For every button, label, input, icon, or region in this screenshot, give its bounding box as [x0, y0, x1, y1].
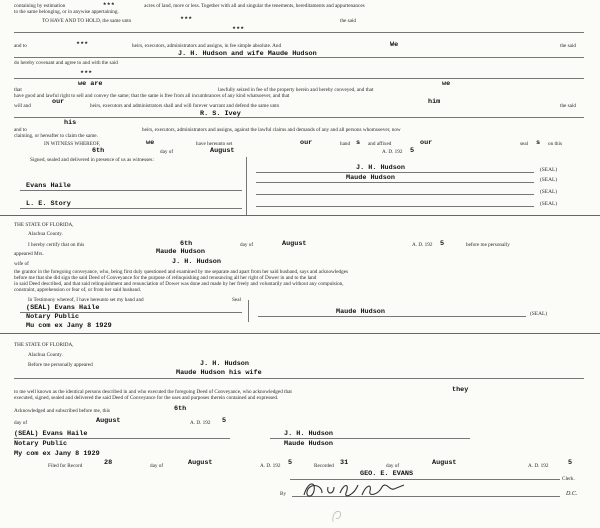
sub-day: 6th [174, 405, 187, 413]
habendum-line: TO HAVE AND TO HOLD, the same unto [42, 18, 132, 24]
section-rule [0, 215, 600, 216]
signed-sealed-line: Signed, sealed and delivered in presence of us as witnesses: [30, 157, 154, 163]
witness-hand: hand [340, 141, 351, 147]
ack1-body-2: before me that she did sign the said Deed of Conveyance for the purpose of relinquishing and renouncing all her right of Dower in and to the land [14, 275, 317, 281]
ack2-signer-2: Maude Hudson [284, 440, 333, 448]
habendum-stars-2: *** [232, 26, 245, 34]
rule [20, 208, 242, 209]
that-text: lawfully seized in fee of the property herein and hereby conveyed, and that [218, 87, 374, 93]
section-rule [0, 333, 600, 334]
rule [256, 182, 534, 183]
sub-day-of: day of [14, 420, 28, 426]
husband-name: J. H. Hudson [172, 258, 221, 266]
seal-label: (SEAL) [540, 189, 558, 195]
certify-month: August [282, 240, 307, 248]
certify-day-of: day of [240, 242, 254, 248]
deed-day-of: day of [160, 149, 174, 155]
county-1: Alachua County. [28, 231, 63, 237]
witness-on-this: on this [548, 141, 562, 147]
deed-ad: A. D. 192 [382, 149, 403, 155]
covenant-stars: *** [80, 70, 93, 78]
certify-before: before me personally [466, 242, 510, 248]
and-to-text: heirs, executors, administrators and assigns, against the lawful claims and demands of any and all persons whomsoever, now [142, 127, 401, 133]
commission-2: My com ex Jany 8 1929 [14, 450, 100, 458]
witness-s: s [356, 139, 361, 147]
witness-our: our [300, 139, 313, 147]
witness-s-2: s [536, 139, 541, 147]
divider [248, 300, 249, 322]
will-him: him [428, 98, 441, 106]
divider [246, 157, 247, 215]
clerk-name: GEO. E. EVANS [360, 470, 414, 478]
filed-month: August [188, 459, 213, 467]
known-line: to me well known as the identical persons described in and who executed the foregoing Deed of Conveyance, who acknowledged that [14, 389, 292, 395]
notary-public-2: Notary Public [14, 440, 68, 448]
claiming-line: claiming, or hereafter to claim the same. [14, 133, 98, 139]
state-heading-2: THE STATE OF FLORIDA, [14, 342, 74, 348]
his-word: his [64, 119, 77, 127]
habendum-the-said: the said [340, 18, 356, 24]
ack1-body-1: the grantor in the foregoing conveyance, who, being first duly questioned and examined by me separate and apart from her said husband, says and acknowledges [14, 269, 349, 275]
recorded-label: Recorded [314, 463, 334, 469]
grantors-names: J. H. Hudson and wife Maude Hudson [178, 50, 317, 58]
appeared-mrs: appeared Mrs. [14, 251, 44, 257]
rec-month: August [432, 459, 457, 467]
heirs-the-said: the said [560, 43, 576, 49]
witness-we: we [146, 139, 155, 147]
witness-set: have hereunto set [196, 141, 233, 147]
certify-line: I hereby certify that on this [28, 242, 85, 248]
covenant-line: do hereby covenant and agree to and with the said [14, 60, 118, 66]
and-to: and to [14, 127, 27, 133]
deed-year: 5 [410, 147, 415, 155]
rule [14, 378, 584, 379]
rec-year: 5 [568, 459, 573, 467]
notary-seal-2: (SEAL) Evans Haile [14, 430, 88, 438]
notary-public-1: Notary Public [26, 313, 80, 321]
rec-day: 31 [340, 459, 349, 467]
estimation-line: containing by estimation *** acres of land, more or less. Together with all and singular the tenements, hereditaments and appurtenances [14, 2, 365, 10]
will-and: will and [14, 103, 31, 109]
rule [256, 172, 534, 173]
filed-year: 5 [288, 459, 293, 467]
rule [256, 194, 534, 195]
testimony-line: In Testimony whereof, I have hereunto set my hand and [28, 297, 144, 303]
witness-signature-1: Evans Haile [26, 182, 71, 190]
rule [270, 438, 470, 439]
grantor-signature-1: J. H. Hudson [356, 164, 405, 172]
dc-label: D.C. [566, 491, 578, 497]
rule [14, 117, 584, 118]
rule [20, 312, 242, 313]
that-label: that [14, 87, 22, 93]
rule [14, 438, 230, 439]
clerk-label: Clerk. [562, 476, 575, 482]
wife-of: wife of [14, 261, 29, 267]
rec-day-of: day of [386, 463, 400, 469]
habendum-stars: *** [180, 16, 193, 24]
certify-year: 5 [440, 240, 445, 248]
witness-affixed: and affixed [368, 141, 392, 147]
that-we: we [442, 80, 451, 88]
scribble-mark [330, 508, 344, 524]
rule [14, 57, 584, 58]
ack1-body-4: constraint, apprehension or fear of, or from her said husband. [14, 287, 142, 293]
will-text: heirs, executors and administrators shall and will forever warrant and defend the same unto [90, 103, 280, 109]
filed-label: Filed for Record [48, 463, 83, 469]
filed-day-of: day of [150, 463, 164, 469]
ack1-signer: Maude Hudson [336, 308, 385, 316]
sub-year: 5 [222, 417, 227, 425]
rule [20, 190, 242, 191]
filed-ad: A. D. 192 [260, 463, 281, 469]
certify-day: 6th [180, 240, 193, 248]
rule [14, 78, 584, 79]
witness-line: IN WITNESS WHEREOF, [44, 141, 101, 147]
filed-day: 28 [104, 459, 113, 467]
appertaining-line: to the same belonging, or in anywise appertaining. [14, 9, 119, 15]
heirs-and-to: and to [14, 43, 27, 49]
state-heading-1: THE STATE OF FLORIDA, [14, 222, 74, 228]
known-line-2: executed, signed, sealed and delivered the said Deed of Conveyance for the uses and purposes therein contained and expressed. [14, 395, 279, 401]
known-they: they [452, 386, 469, 394]
rule [14, 32, 584, 33]
seal-label: (SEAL) [540, 167, 558, 173]
ack2-name-2: Maude Hudson his wife [176, 369, 262, 377]
subscribed-line: Acknowledged and subscribed before me, this [14, 408, 110, 414]
certify-ad: A. D. 192 [412, 242, 433, 248]
by-label: By [280, 491, 287, 497]
seal-label: (SEAL) [530, 311, 548, 317]
ack1-body-3: in said Deed described, and that said relinquishment and renunciation of Dower was done and made by her freely and voluntarily and without any compulsion, [14, 281, 344, 287]
sub-ad: A. D. 192 [190, 420, 211, 426]
sub-month: August [96, 417, 121, 425]
heirs-stars: *** [76, 41, 89, 49]
testimony-seal: Seal [232, 297, 241, 303]
wife-name: Maude Hudson [156, 248, 205, 256]
heirs-we: We [390, 41, 399, 49]
that-we-are: we are [78, 80, 103, 88]
ack2-name-1: J. H. Hudson [200, 360, 249, 368]
will-the-said: the said [560, 103, 576, 109]
grantee-name: R. S. Ivey [200, 110, 241, 118]
commission-1: Mu com ex Jany 8 1929 [26, 322, 112, 330]
will-our: our [52, 98, 65, 106]
deputy-clerk-signature [300, 477, 410, 501]
notary-seal-1: (SEAL) Evans Haile [26, 304, 100, 312]
deed-month: August [210, 147, 235, 155]
stars: *** [102, 2, 115, 10]
witness-seal: seal [520, 141, 529, 147]
seal-label: (SEAL) [540, 201, 558, 207]
seal-label: (SEAL) [540, 177, 558, 183]
rule [258, 316, 526, 317]
good-right-line: have good and lawful right to sell and convey the same; that the same is free from all incumbrances of any kind whatsoever, and that [14, 93, 290, 99]
deed-day: 6th [92, 147, 105, 155]
ack2-signer-1: J. H. Hudson [284, 430, 333, 438]
rec-ad: A. D. 192 [528, 463, 549, 469]
county-2: Alachua County. [28, 352, 63, 358]
witness-signature-2: L. E. Story [26, 200, 71, 208]
rule [256, 206, 534, 207]
witness-our-2: our [420, 139, 433, 147]
grantor-signature-2: Maude Hudson [346, 174, 395, 182]
before-line: Before me personally appeared [28, 362, 93, 368]
heirs-text: heirs, executors, administrators and assigns, in fee simple absolute. And [132, 43, 282, 49]
